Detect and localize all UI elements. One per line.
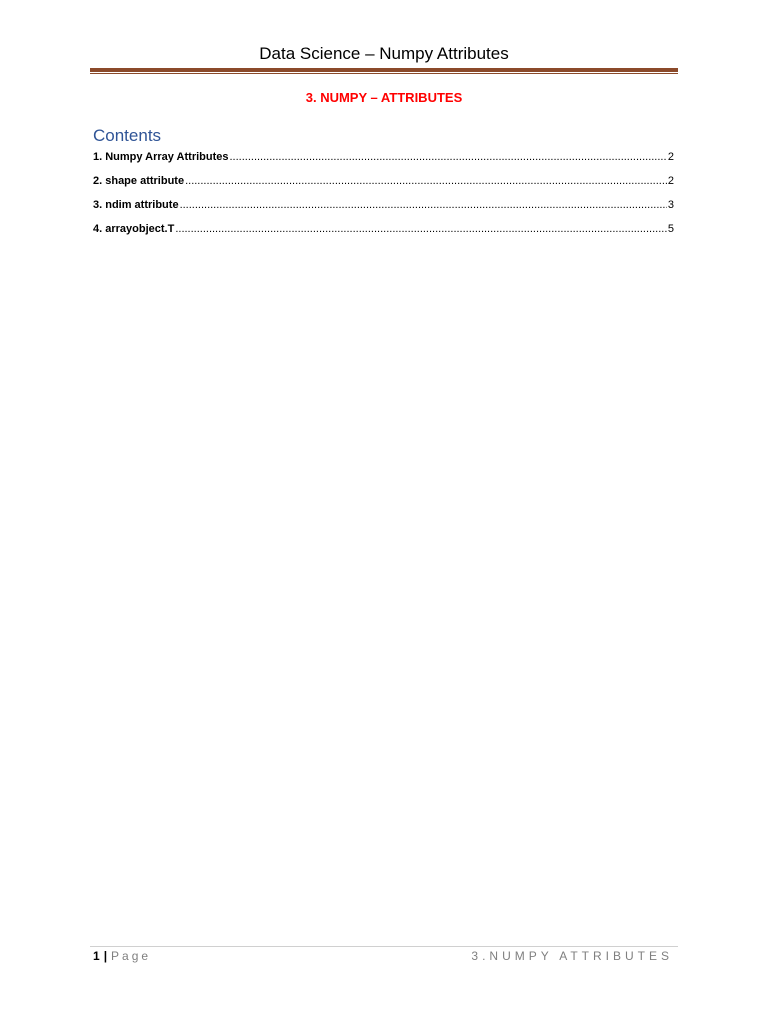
toc-dot-leader (185, 175, 667, 187)
footer-rule (90, 946, 678, 947)
page-header-title: Data Science – Numpy Attributes (259, 44, 509, 63)
toc-entry[interactable] (93, 175, 674, 199)
toc-dot-leader (175, 223, 667, 235)
footer-page-word: Page (111, 949, 152, 963)
toc-entry-label: 3. ndim attribute (93, 199, 179, 211)
toc-entry-page: 2 (667, 151, 674, 163)
toc-entry-label: 4. arrayobject.T (93, 223, 175, 235)
toc-entry[interactable] (93, 223, 674, 247)
footer-chapter-title: 3.NUMPY ATTRIBUTES (471, 949, 673, 963)
contents-heading: Contents (93, 126, 162, 145)
footer-separator: | (103, 949, 108, 963)
header-rule-thin (90, 73, 678, 74)
footer-page-number: 1 (93, 949, 100, 963)
toc-entry-page: 3 (667, 199, 674, 211)
toc-dot-leader (230, 151, 667, 163)
toc-entry[interactable] (93, 151, 674, 175)
toc-dot-leader (180, 199, 667, 211)
table-of-contents (93, 151, 674, 247)
footer-page-indicator (93, 949, 151, 963)
document-title: 3. NUMPY – ATTRIBUTES (305, 90, 463, 105)
toc-entry-page: 2 (667, 175, 674, 187)
toc-entry[interactable] (93, 199, 674, 223)
toc-entry-page: 5 (667, 223, 674, 235)
header-rule (90, 68, 678, 72)
toc-entry-label: 1. Numpy Array Attributes (93, 151, 229, 163)
toc-entry-label: 2. shape attribute (93, 175, 185, 187)
